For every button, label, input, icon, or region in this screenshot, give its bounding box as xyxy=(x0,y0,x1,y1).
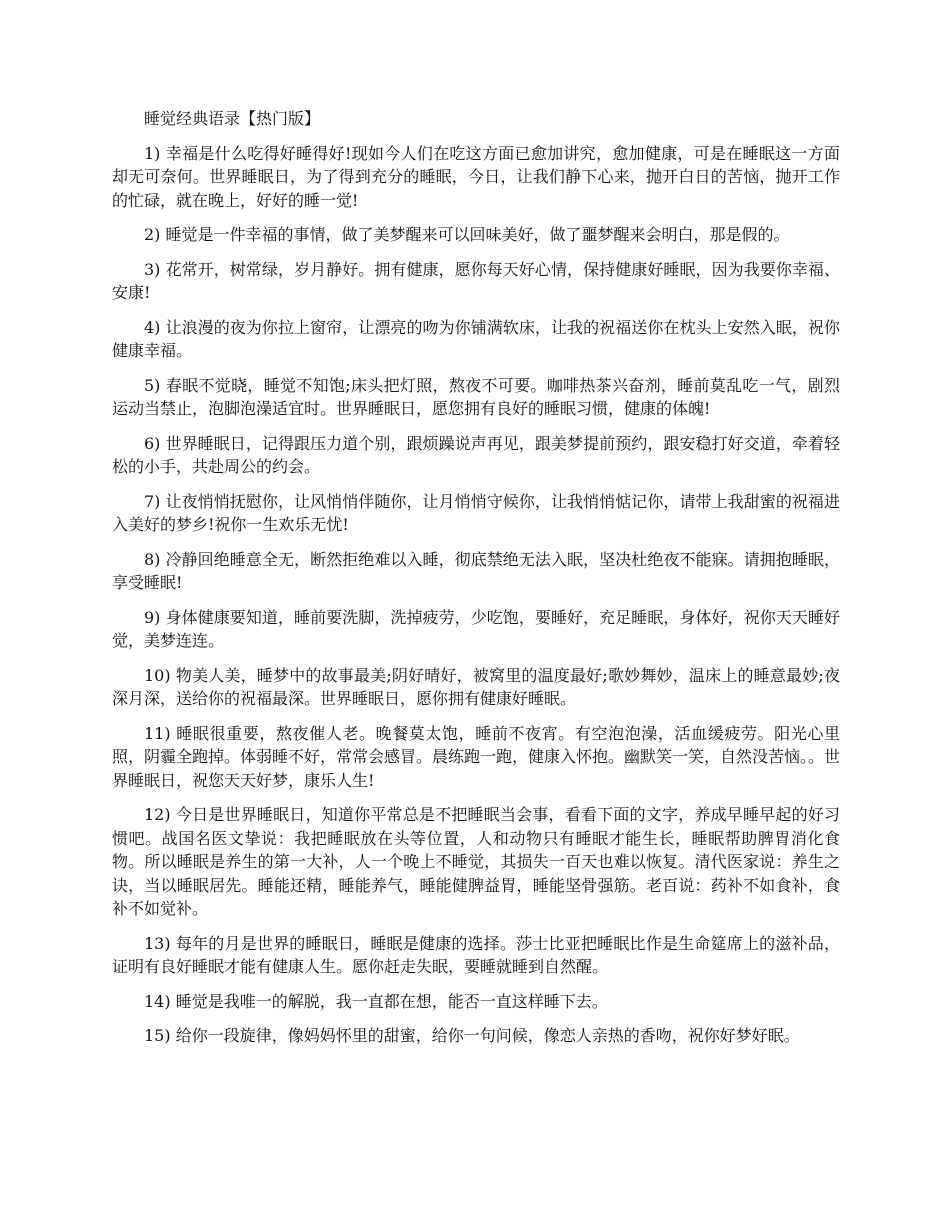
paragraph-2: 2) 睡觉是一件幸福的事情，做了美梦醒来可以回味美好，做了噩梦醒来会明白，那是假的。 xyxy=(144,225,790,244)
document-title: 睡觉经典语录【热门版】 xyxy=(144,109,321,128)
paragraph-9: 9) 身体健康要知道，睡前要洗脚，洗掉疲劳，少吃饱，要睡好，充足睡眠，身体好，祝你天天睡好觉，美梦连连。 xyxy=(112,607,840,650)
paragraph-7: 7) 让夜悄悄抚慰你，让风悄悄伴随你，让月悄悄守候你，让我悄悄惦记你，请带上我甜蜜的祝福进入美好的梦乡!祝你一生欢乐无忧! xyxy=(112,491,840,534)
paragraph-4: 4) 让浪漫的夜为你拉上窗帘，让漂亮的吻为你铺满软床，让我的祝福送你在枕头上安然入眠，祝你健康幸福。 xyxy=(112,317,840,360)
paragraph-6: 6) 世界睡眠日，记得跟压力道个别，跟烦躁说声再见，跟美梦提前预约，跟安稳打好交道，牵着轻松的小手，共赴周公的约会。 xyxy=(112,433,840,476)
paragraph-8: 8) 冷静回绝睡意全无，断然拒绝难以入睡，彻底禁绝无法入眠，坚决杜绝夜不能寐。请拥抱睡眠，享受睡眠! xyxy=(112,549,840,592)
paragraph-11: 11) 睡眠很重要，熬夜催人老。晚餐莫太饱，睡前不夜宵。有空泡泡澡，活血缓疲劳。阳光心里照，阴霾全跑掉。体弱睡不好，常常会感冒。晨练跑一跑，健康入怀抱。幽默笑一笑，自然没苦恼。。世界睡眠日，祝您天天好梦，康乐人生! xyxy=(112,723,841,790)
paragraph-10: 10) 物美人美，睡梦中的故事最美;阴好晴好，被窝里的温度最好;歌妙舞妙，温床上的睡意最妙;夜深月深，送给你的祝福最深。世界睡眠日，愿你拥有健康好睡眠。 xyxy=(112,665,840,708)
paragraph-3: 3) 花常开，树常绿，岁月静好。拥有健康，愿你每天好心情，保持健康好睡眠，因为我要你幸福、安康! xyxy=(112,259,840,302)
paragraph-15: 15) 给你一段旋律，像妈妈怀里的甜蜜，给你一句问候，像恋人亲热的香吻，祝你好梦好眠。 xyxy=(144,1026,800,1045)
paragraph-5: 5) 春眠不觉晓，睡觉不知饱;床头把灯照，熬夜不可要。咖啡热茶兴奋剂，睡前莫乱吃一气，剧烈运动当禁止，泡脚泡澡适宜时。世界睡眠日，愿您拥有良好的睡眠习惯，健康的体魄! xyxy=(112,375,840,418)
paragraph-12: 12) 今日是世界睡眠日，知道你平常总是不把睡眠当会事，看看下面的文字，养成早睡早起的好习惯吧。战国名医文挚说：我把睡眠放在头等位置，人和动物只有睡眠才能生长，睡眠帮助脾胃消化食物。所以睡眠是养生的第一大补，人一个晚上不睡觉，其损失一百天也难以恢复。清代医家说：养生之诀，当以睡眠居先。睡能还精，睡能养气，睡能健脾益胃，睡能坚骨强筋。老百说：药补不如食补，食补不如觉补。 xyxy=(112,805,840,918)
paragraph-14: 14) 睡觉是我唯一的解脱，我一直都在想，能否一直这样睡下去。 xyxy=(144,991,608,1011)
paragraph-1: 1) 幸福是什么吃得好睡得好!现如今人们在吃这方面已愈加讲究，愈加健康，可是在睡眠这一方面却无可奈何。世界睡眠日，为了得到充分的睡眠，今日，让我们静下心来，抛开白日的苦恼，抛开工作的忙碌，就在晚上，好好的睡一觉! xyxy=(112,143,840,210)
paragraph-13: 13) 每年的月是世界的睡眠日，睡眠是健康的选择。莎士比亚把睡眠比作是生命筵席上的滋补品，证明有良好睡眠才能有健康人生。愿你赶走失眠，要睡就睡到自然醒。 xyxy=(112,933,840,976)
